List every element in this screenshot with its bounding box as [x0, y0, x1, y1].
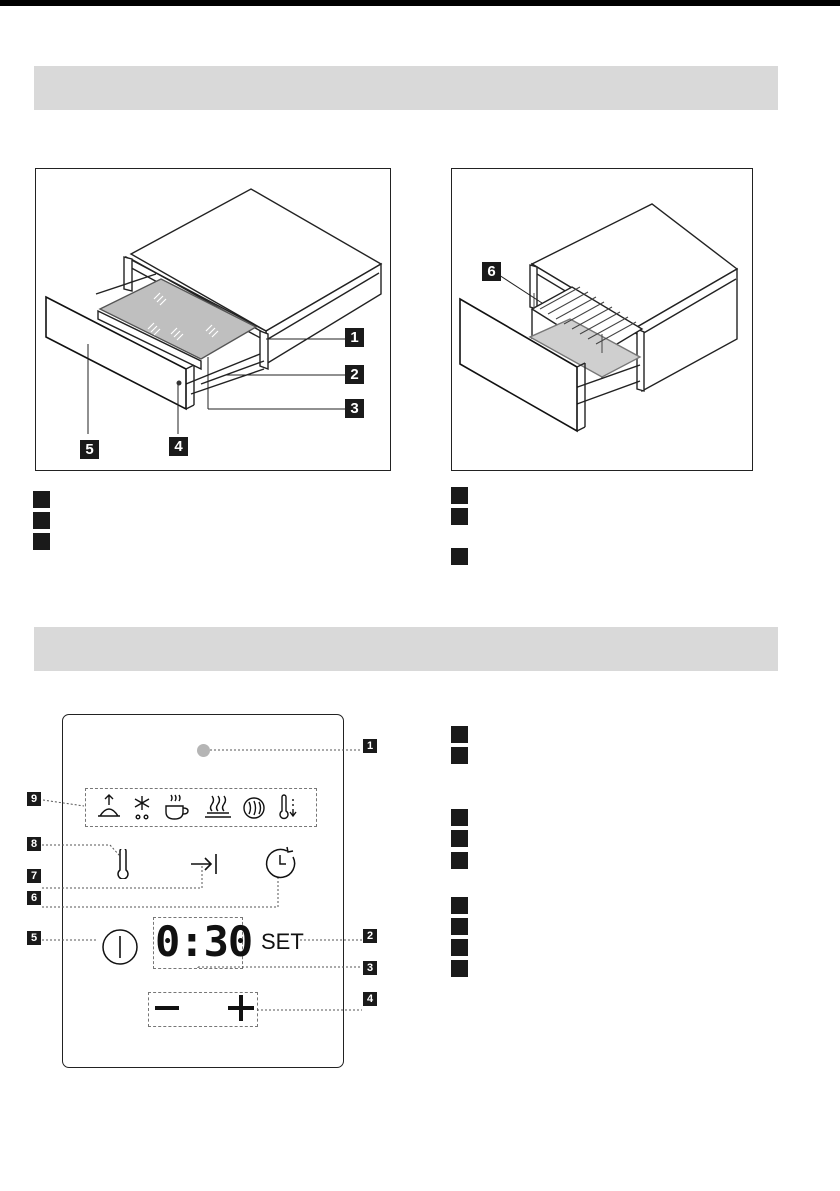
panel-callout-1: 1	[363, 739, 377, 753]
callout-label-4: 4	[169, 437, 188, 456]
legend-marker-panel-7	[451, 918, 468, 935]
callout-label-3: 3	[345, 399, 364, 418]
panel-callout-9: 9	[27, 792, 41, 806]
legend-marker-panel-2	[451, 747, 468, 764]
legend-marker-panel-3	[451, 809, 468, 826]
panel-callout-7: 7	[27, 869, 41, 883]
callout-label-1: 1	[345, 328, 364, 347]
panel-callout-2: 2	[363, 929, 377, 943]
panel-callout-5: 5	[27, 931, 41, 945]
panel-callout-4: 4	[363, 992, 377, 1006]
callout-label-5: 5	[80, 440, 99, 459]
panel-callout-6: 6	[27, 891, 41, 905]
legend-marker-panel-4	[451, 830, 468, 847]
legend-marker-panel-5	[451, 852, 468, 869]
panel-callout-8: 8	[27, 837, 41, 851]
callout-label-2: 2	[345, 365, 364, 384]
legend-marker-panel-8	[451, 939, 468, 956]
legend-marker-panel-9	[451, 960, 468, 977]
legend-marker-panel-1	[451, 726, 468, 743]
legend-marker-panel-6	[451, 897, 468, 914]
callout-label-6: 6	[482, 262, 501, 281]
time-display: 0:30	[155, 917, 253, 966]
panel-callout-3: 3	[363, 961, 377, 975]
set-button[interactable]: SET	[261, 929, 304, 954]
